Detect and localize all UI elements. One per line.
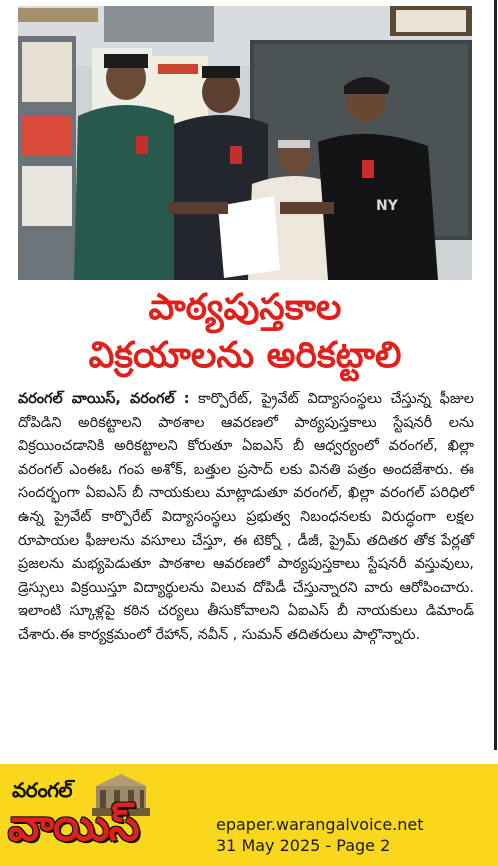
column-rule bbox=[494, 0, 497, 750]
logo-top-text: వరంగల్ bbox=[12, 778, 73, 802]
article-text: కార్పొరేట్, ప్రైవేట్ విద్యాసంస్థలు చేస్తున్న ఫీజుల దోపిడిని అరికట్టాలని పాఠశాల ఆవరణలో పాఠ్యపుస్తకాలు స్టేషనరీ లను విక్రయించడానికి అరికట్టాలని కోరుతూ ఏఐఎస్ బీ ఆధ్వర్యంలో వరంగల్, ఖిల్లా వరంగల్ ఎంఈఓ గంప అశోక్, బత్తుల ప్రసాద్ లకు వినతి పత్రం అందజేశారు. ఈ సందర్భంగా ఏఐఎస్ బీ నాయకులు మాట్లాడుతూ వరంగల్, ఖిల్లా వరంగల్ పరిధిలో ఉన్న ప్రైవేట్ కార్పొరేట్ విద్యాసంస్థలు ప్రభుత్వ నిబంధనలకు విరుద్ధంగా లక్షల రూపాయల ఫీజులను వసూలు చేస్తూ, ఈ టెక్నో , డీజీ, ప్రైమ్ తదితర తోక పేర్లతో ప్రజలను మభ్యపెడుతూ పాఠశాల ఆవరణలో పాఠ్యపుస్తకాలు స్టేషనరీ వస్తువులు, డ్రెస్సులు విక్రయిస్తూ విద్యార్థులను విలువ దోపిడీ చేస్తున్నారని వారు ఆరోపించారు. ఇలాంటి స్కూళ్లపై కఠిన చర్యలు తీసుకోవాలని ఏఐఎస్ బీ నాయకులు డిమాండ్ చేశారు.ఈ కార్యక్రమంలో రేహాన్, నవీన్ , సుమన్ తదితరులు పాల్గొన్నారు. bbox=[18, 391, 474, 643]
date-page: 31 May 2025 - Page 2 bbox=[216, 836, 391, 855]
headline-line-1: పాఠ్యపుస్తకాల bbox=[148, 287, 342, 328]
news-photo bbox=[18, 6, 472, 280]
headline bbox=[18, 284, 472, 380]
article-byline: వరంగల్ వాయిస్, వరంగల్ : bbox=[18, 391, 190, 407]
site-info bbox=[216, 814, 424, 856]
svg-text:NY: NY bbox=[376, 198, 398, 214]
logo-main-text: వాయిస్ bbox=[8, 800, 139, 851]
newspaper-logo bbox=[8, 770, 208, 860]
headline-line-2: విక్రయాలను అరికట్టాలి bbox=[88, 335, 402, 376]
article-body bbox=[18, 388, 474, 648]
site-url[interactable]: epaper.warangalvoice.net bbox=[216, 815, 424, 834]
footer-banner bbox=[0, 764, 498, 866]
